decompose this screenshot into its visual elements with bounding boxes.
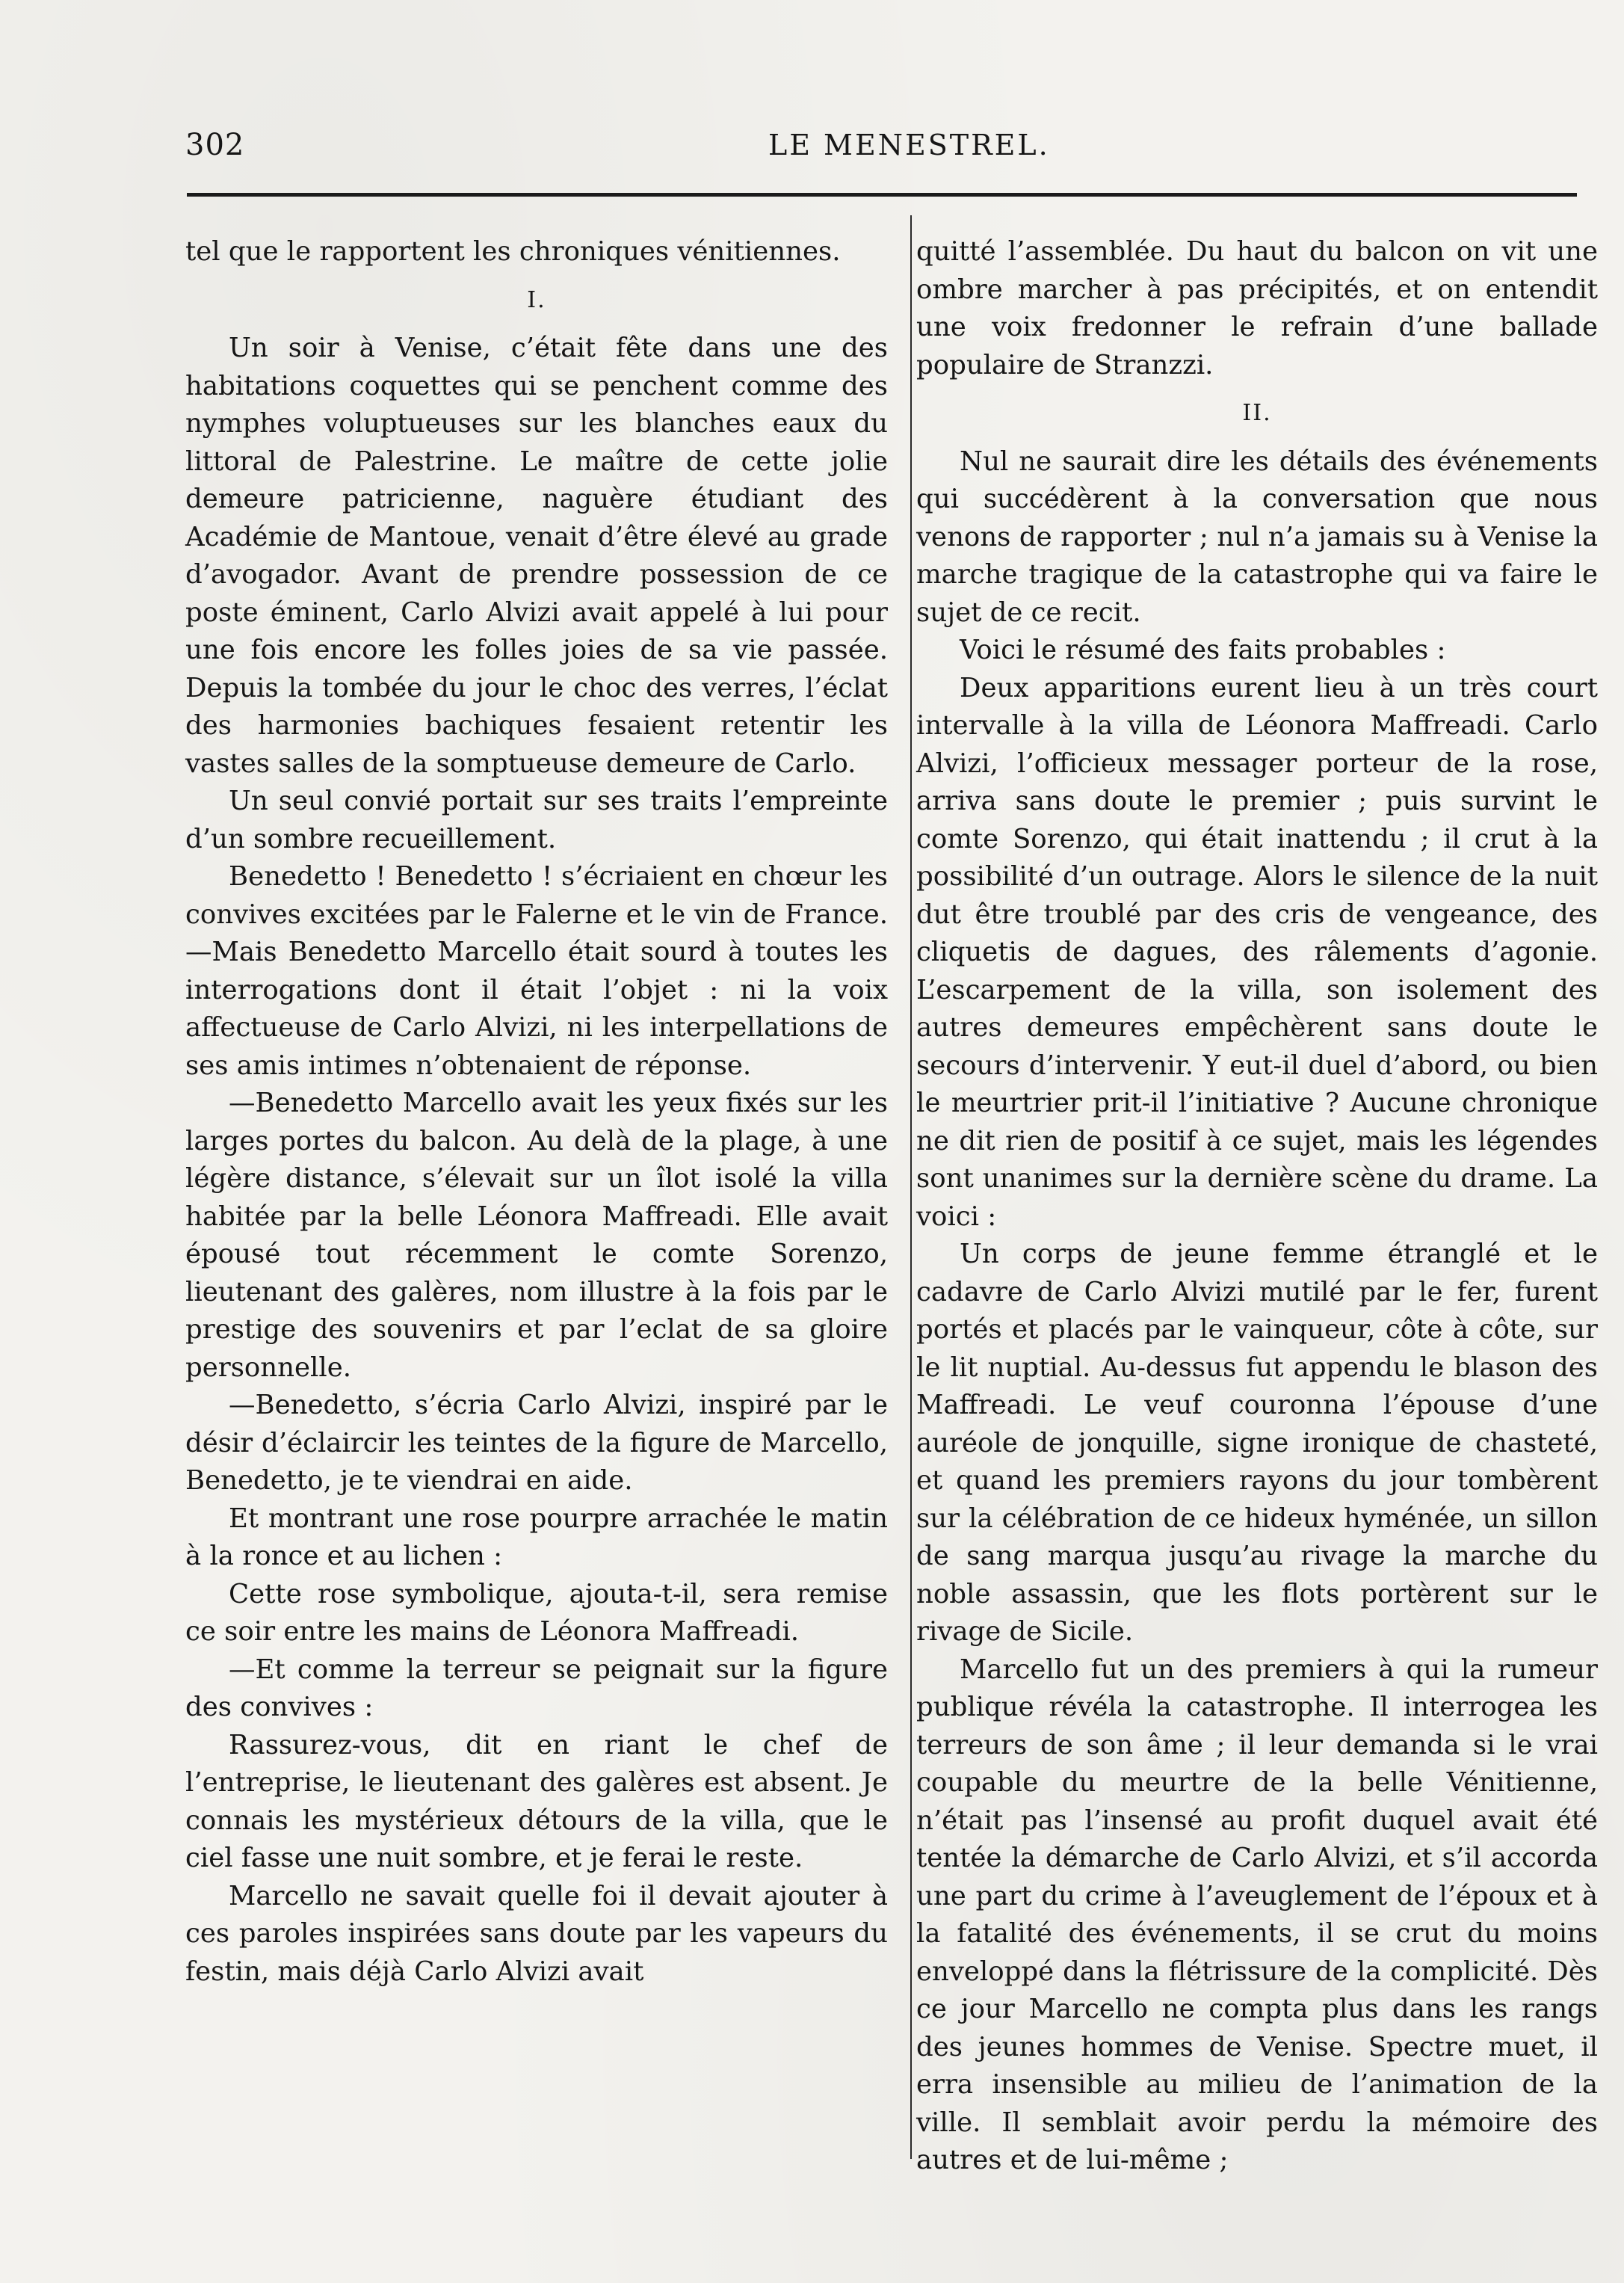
section-heading-2: II. [1242, 400, 1272, 426]
column-divider [910, 215, 912, 2159]
paragraph: Un seul convié portait sur ses traits l’empreinte d’un sombre recueillement. [185, 786, 888, 854]
paragraph: Benedetto ! Benedetto ! s’écriaient en chœur les convives excitées par le Falerne et le vin de France.—Mais Benedetto Marcello était sourd à toutes les interrogations dont il était l’objet : ni la voix affectueuse de Carlo Alvizi, ni les interpellations de ses amis intimes n’obtenaient de réponse. [185, 861, 888, 1081]
paragraph: Rassurez-vous, dit en riant le chef de l’entreprise, le lieutenant des galères est absent. Je connais les mystérieux détours de la villa, que le ciel fasse une nuit sombre, et je ferai le reste. [185, 1729, 888, 1873]
paragraph: Cette rose symbolique, ajouta-t-il, sera remise ce soir entre les mains de Léonora Maffreadi. [185, 1578, 888, 1647]
paragraph: —Benedetto Marcello avait les yeux fixés sur les larges portes du balcon. Au delà de la plage, à une légère distance, s’élevait sur un îlot isolé la villa habitée par la belle Léonora Maffreadi. Elle avait épousé tout récemment le comte Sorenzo, lieutenant des galères, nom illustre à la fois par le prestige des souvenirs et par l’eclat de sa gloire personnelle. [185, 1088, 888, 1383]
paragraph: Deux apparitions eurent lieu à un très court intervalle à la villa de Léonora Maffreadi. Carlo Alvizi, l’officieux messager porteur de la rose, arriva sans doute le premier ; puis survint le comte Sorenzo, qui était inattendu ; il crut à la possibilité d’un outrage. Alors le silence de la nuit dut être troublé par des cris de vengeance, des cliquetis de dagues, des râlements d’agonie. L’escarpement de la villa, son isolement des autres demeures empêchèrent sans doute le secours d’intervenir. Y eut-il duel d’abord, ou bien le meurtrier prit-il l’initiative ? Aucune chronique ne dit rien de positif à ce sujet, mais les légendes sont unanimes sur la dernière scène du drame. La voici : [916, 672, 1598, 1232]
right-column [916, 233, 1598, 2180]
paragraph: Un soir à Venise, c’était fête dans une des habitations coquettes qui se penchent comme des nymphes voluptueuses sur les blanches eaux du littoral de Palestrine. Le maître de cette jolie demeure patricienne, naguère étudiant des Académie de Mantoue, venait d’être élevé au grade d’avogador. Avant de prendre possession de ce poste éminent, Carlo Alvizi avait appelé à lui pour une fois encore les folles joies de sa vie passée. Depuis la tombée du jour le choc des verres, l’éclat des harmonies bachiques fesaient retentir les vastes salles de la somptueuse demeure de Carlo. [185, 333, 888, 779]
paragraph: Nul ne saurait dire les détails des événements qui succédèrent à la conversation que nous venons de rapporter ; nul n’a jamais su à Venise la marche tragique de la catastrophe qui va faire le sujet de ce recit. [916, 446, 1598, 628]
header-rule [187, 193, 1577, 197]
paragraph: Voici le résumé des faits probables : [960, 635, 1446, 665]
paragraph: Un corps de jeune femme étranglé et le cadavre de Carlo Alvizi mutilé par le fer, furent portés et placés par le vainqueur, côte à côte, sur le lit nuptial. Au-dessus fut appendu le blason des Maffreadi. Le veuf couronna l’épouse d’une auréole de jonquille, signe ironique de chasteté, et quand les premiers rayons du jour tombèrent sur la célébration de ce hideux hyménée, un sillon de sang marqua jusqu’au rivage la marche du noble assassin, que les flots portèrent sur le rivage de Sicile. [916, 1239, 1598, 1647]
paragraph: —Benedetto, s’écria Carlo Alvizi, inspiré par le désir d’éclaircir les teintes de la figure de Marcello, Benedetto, je te viendrai en aide. [185, 1390, 888, 1496]
running-title: LE MENESTREL. [768, 129, 1050, 161]
left-column [185, 233, 888, 1991]
paragraph: Et montrant une rose pourpre arrachée le matin à la ronce et au lichen : [185, 1503, 888, 1571]
paragraph: —Et comme la terreur se peignait sur la figure des convives : [185, 1654, 888, 1722]
left-opening-text: tel que le rapportent les chroniques vénitiennes. [185, 236, 841, 267]
paragraph: Marcello fut un des premiers à qui la rumeur publique révéla la catastrophe. Il interrogea les terreurs de son âme ; il leur demanda si le vrai coupable du meurtre de la belle Vénitienne, n’était pas l’insensé au profit duquel avait été tentée la démarche de Carlo Alvizi, et s’il accorda une part du crime à l’aveuglement de l’époux et à la fatalité des événements, il se crut du moins enveloppé dans la flétrissure de la complicité. Dès ce jour Marcello ne compta plus dans les rangs des jeunes hommes de Venise. Spectre muet, il erra insensible au milieu de l’animation de la ville. Il semblait avoir perdu la mémoire des autres et de lui-même ; [916, 1654, 1598, 2175]
page-header [185, 123, 1575, 167]
paragraph: Marcello ne savait quelle foi il devait ajouter à ces paroles inspirées sans doute par les vapeurs du festin, mais déjà Carlo Alvizi avait [185, 1880, 888, 1987]
right-opening-text: quitté l’assemblée. Du haut du balcon on vit une ombre marcher à pas précipités, et on entendit une voix fredonner le refrain d’une ballade populaire de Stranzzi. [916, 236, 1598, 380]
page-number: 302 [185, 128, 245, 162]
section-heading-1: I. [527, 286, 546, 313]
